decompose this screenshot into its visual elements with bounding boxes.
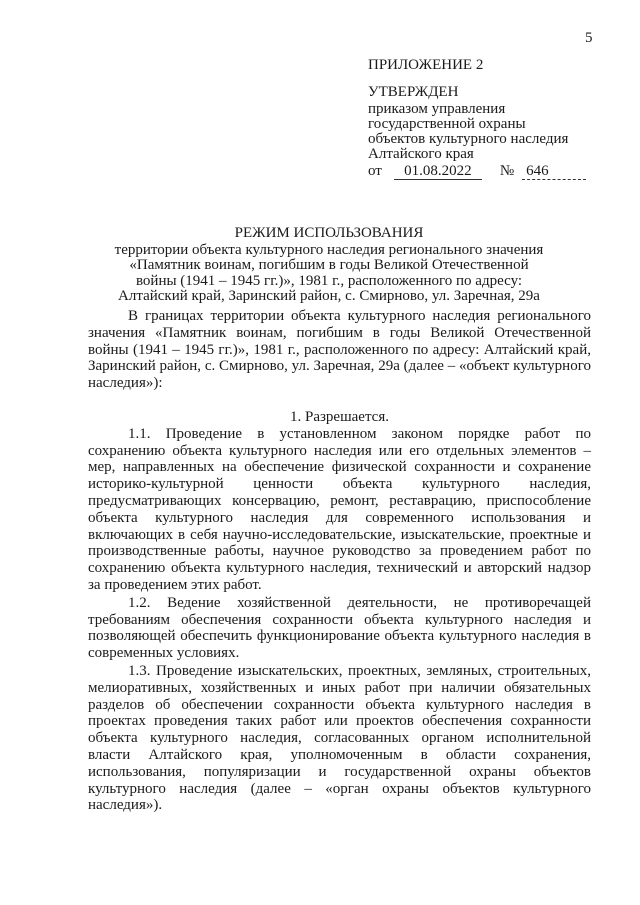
intro-paragraph: В границах территории объекта культурного наследия регионального значения «Памятник воинам, погибшим в годы Великой Отечественной войны (1941 – 1945 гг.)», 1981 г., расположенного по адресу: Алтайский край, Заринский район, с. Смирново, ул. Заречная, 29а (далее – «объект культурного наследия»): bbox=[88, 308, 591, 392]
paragraph-1-3: 1.3. Проведение изыскательских, проектных, земляных, строительных, мелиоративных, хозяйственных и иных работ при наличии обязательных разделов об обеспечении сохранности объекта культурного наследия в проектах проведения таких работ или проектов обеспечения сохранности объекта культурного наследия, согласованных органом исполнительной власти Алтайского края, уполномоченным в области сохранения, использования, популяризации и государственной охраны объектов культурного наследия (далее – «орган охраны объектов культурного наследия»). bbox=[88, 662, 591, 814]
title-line: «Памятник воинам, погибшим в годы Великой Отечественной bbox=[129, 257, 529, 273]
paragraph-1-1: 1.1. Проведение в установленном законом порядке работ по сохранению объекта культурного наследия или его отдельных элементов – мер, направленных на обеспечение физической сохранности и сохранение историко-культурной ценности объекта культурного наследия, предусматривающих консервацию, ремонт, реставрацию, приспособление объекта культурного наследия для современного использования и включающих в себя научно-исследовательские, изыскательские, проектные и производственные работы, научное руководство за проведением работ по сохранению объекта культурного наследия, технический и авторский надзор за проведением этих работ. bbox=[88, 425, 591, 593]
section-1-heading: 1. Разрешается. bbox=[290, 408, 389, 425]
approved-label: УТВЕРЖДЕН bbox=[368, 84, 459, 100]
document-body bbox=[88, 308, 591, 814]
approval-line: приказом управления bbox=[368, 101, 506, 117]
from-label: от bbox=[368, 163, 382, 179]
order-date: 01.08.2022 bbox=[394, 164, 482, 180]
title-line: Алтайский край, Заринский район, с. Смирново, ул. Заречная, 29а bbox=[118, 288, 540, 304]
page-number: 5 bbox=[585, 30, 593, 46]
number-sign: № bbox=[499, 163, 515, 179]
title-line: войны (1941 – 1945 гг.)», 1981 г., расположенного по адресу: bbox=[135, 272, 523, 289]
order-line bbox=[368, 164, 608, 180]
approval-line: государственной охраны bbox=[368, 116, 526, 132]
title-main: РЕЖИМ ИСПОЛЬЗОВАНИЯ bbox=[234, 225, 424, 241]
approval-block bbox=[368, 58, 608, 180]
approval-line: объектов культурного наследия bbox=[368, 131, 569, 147]
paragraph-1-2: 1.2. Ведение хозяйственной деятельности, не противоречащей требованиям обеспечения сохранности объекта культурного наследия и позволяющей обеспечить функционирование объекта культурного наследия в современных условиях. bbox=[88, 594, 591, 662]
title-line: территории объекта культурного наследия регионального значения bbox=[114, 241, 544, 258]
approval-line: Алтайского края bbox=[368, 146, 474, 162]
annex-label: ПРИЛОЖЕНИЕ 2 bbox=[368, 57, 484, 73]
document-title bbox=[80, 226, 578, 305]
order-number: 646 bbox=[522, 164, 586, 180]
